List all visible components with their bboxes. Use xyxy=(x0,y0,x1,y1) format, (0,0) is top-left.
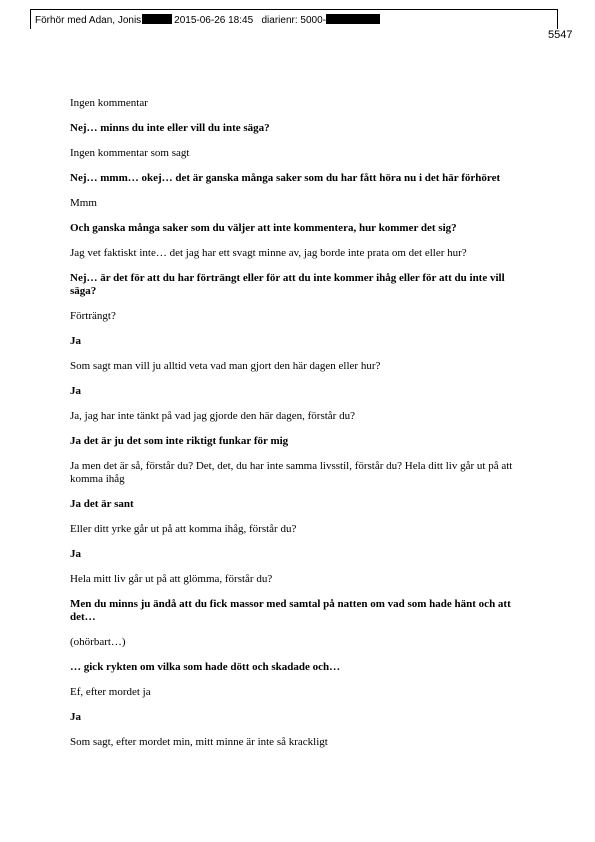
interviewer-line: Ja det är sant xyxy=(70,498,134,510)
respondent-line: Hela mitt liv går ut på att glömma, förstår du? xyxy=(70,573,273,585)
respondent-line: Som sagt man vill ju alltid veta vad man gjort den här dagen eller hur? xyxy=(70,360,381,372)
respondent-line: Ingen kommentar xyxy=(70,97,148,109)
interviewer-line: Nej… är det för att du har förträngt eller för att du inte kommer ihåg eller för att du inte vill säga? xyxy=(70,272,505,297)
respondent-line: Jag vet faktiskt inte… det jag har ett svagt minne av, jag borde inte prata om det eller hur? xyxy=(70,247,467,259)
transcript-body xyxy=(70,97,520,761)
respondent-line: Ingen kommentar som sagt xyxy=(70,147,190,159)
header-title: Förhör med Adan, Jonis xyxy=(35,15,142,26)
interviewer-line: Ja xyxy=(70,548,81,560)
redaction-block xyxy=(326,14,380,24)
interviewer-line: Nej… mmm… okej… det är ganska många saker som du har fått höra nu i det här förhöret xyxy=(70,172,501,184)
interviewer-line: Ja xyxy=(70,385,81,397)
respondent-line: Ja, jag har inte tänkt på vad jag gjorde den här dagen, förstår du? xyxy=(70,410,355,422)
respondent-line: Som sagt, efter mordet min, mitt minne är inte så krackligt xyxy=(70,736,328,748)
interviewer-line: Men du minns ju ändå att du fick massor med samtal på natten om vad som hade hänt och att det… xyxy=(70,598,511,623)
header-datetime: 2015-06-26 18:45 xyxy=(174,15,254,26)
interviewer-line: Och ganska många saker som du väljer att inte kommentera, hur kommer det sig? xyxy=(70,222,457,234)
respondent-line: Förträngt? xyxy=(70,310,116,322)
interviewer-line: Ja xyxy=(70,335,81,347)
respondent-line: Mmm xyxy=(70,197,97,209)
respondent-line: Ja men det är så, förstår du? Det, det, du har inte samma livsstil, förstår du? Hela ditt liv går ut på att komma ihåg xyxy=(70,460,513,485)
interviewer-line: Ja xyxy=(70,711,81,723)
interviewer-line: Nej… minns du inte eller vill du inte säga? xyxy=(70,122,270,134)
document-header xyxy=(30,9,558,29)
respondent-line: Eller ditt yrke går ut på att komma ihåg, förstår du? xyxy=(70,523,297,535)
page-number: 5547 xyxy=(548,29,573,41)
redaction-block xyxy=(142,14,172,24)
header-diarienr: diarienr: 5000- xyxy=(261,15,326,26)
respondent-line: (ohörbart…) xyxy=(70,636,126,648)
interviewer-line: Ja det är ju det som inte riktigt funkar för mig xyxy=(70,435,289,447)
respondent-line: Ef, efter mordet ja xyxy=(70,686,151,698)
interviewer-line: … gick rykten om vilka som hade dött och skadade och… xyxy=(70,661,341,673)
